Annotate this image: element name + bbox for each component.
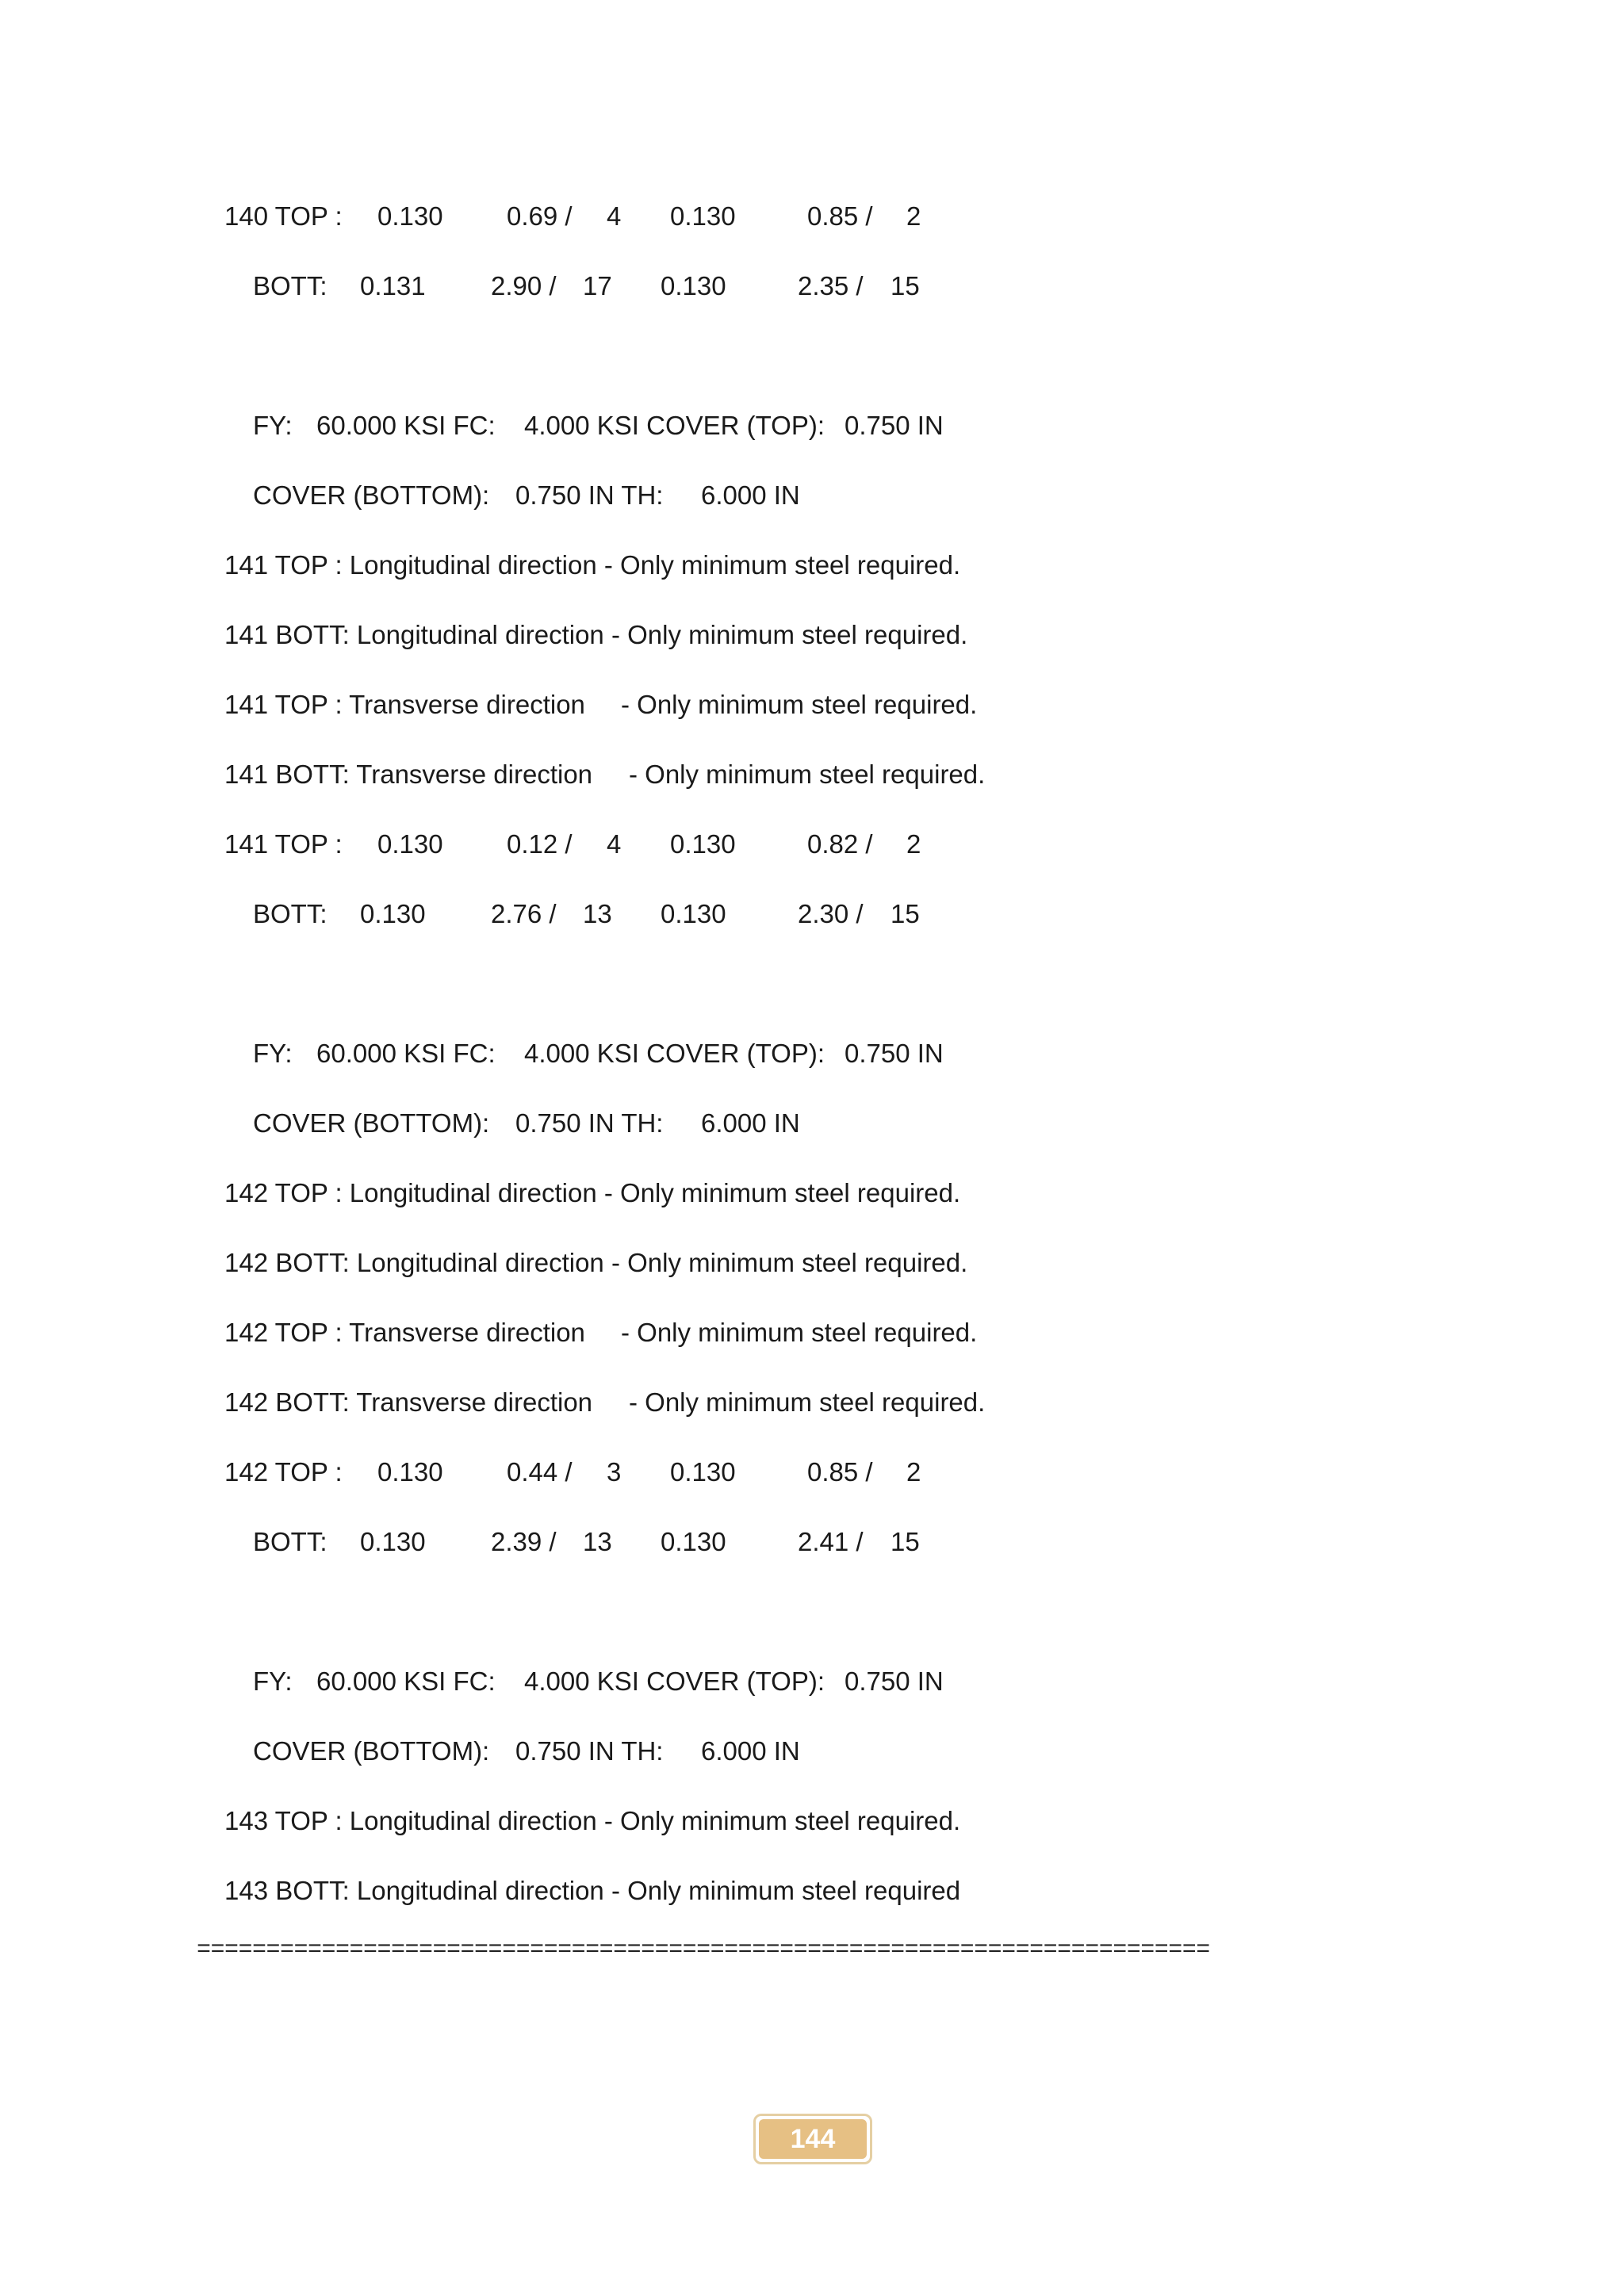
fy-value: 60.000 KSI FC: <box>316 411 496 440</box>
message-part: 142 BOTT: Transverse direction <box>224 1387 593 1417</box>
fy-value: 60.000 KSI FC: <box>316 1667 496 1696</box>
row-value: 0.12 / <box>507 829 573 859</box>
message-line: 143 BOTT: Longitudinal direction - Only minimum steel required <box>224 1876 961 1905</box>
message-part: 141 TOP : Transverse direction <box>224 690 585 719</box>
row-value: 15 <box>891 271 920 300</box>
fc-value: 4.000 KSI COVER (TOP): <box>524 411 825 440</box>
message-line: 141 TOP : Longitudinal direction - Only minimum steel required. <box>224 550 961 580</box>
message-part: - Only minimum steel required. <box>629 1387 986 1417</box>
cover-top-value: 0.750 IN <box>845 1667 944 1696</box>
row-value: 0.130 <box>377 1457 443 1487</box>
separator-rule: ========================================================================= <box>197 1937 1210 1964</box>
message-part: 141 BOTT: Transverse direction <box>224 760 593 789</box>
cover-bottom-label: COVER (BOTTOM): <box>253 1736 490 1766</box>
fy-label: FY: <box>253 1039 293 1068</box>
row-value: 0.130 <box>661 1527 726 1556</box>
row-label: 140 TOP : <box>224 201 343 231</box>
row-value: 0.131 <box>360 271 426 300</box>
row-value: 0.69 / <box>507 201 573 231</box>
cover-bottom-value: 0.750 IN TH: <box>515 1108 664 1138</box>
fy-label: FY: <box>253 411 293 440</box>
row-label: BOTT: <box>253 899 327 928</box>
row-value: 2.30 / <box>798 899 864 928</box>
cover-top-value: 0.750 IN <box>845 411 944 440</box>
page-number-badge <box>753 2114 872 2164</box>
row-value: 0.130 <box>360 1527 426 1556</box>
thickness-value: 6.000 IN <box>701 1736 800 1766</box>
cover-top-value: 0.750 IN <box>845 1039 944 1068</box>
page-number: 144 <box>759 2119 867 2159</box>
row-value: 0.85 / <box>807 1457 873 1487</box>
row-value: 0.130 <box>360 899 426 928</box>
row-value: 2 <box>906 829 921 859</box>
row-value: 0.130 <box>661 271 726 300</box>
row-value: 13 <box>583 1527 612 1556</box>
row-value: 0.130 <box>670 829 736 859</box>
cover-bottom-label: COVER (BOTTOM): <box>253 480 490 510</box>
message-part: - Only minimum steel required. <box>629 760 986 789</box>
row-value: 2 <box>906 1457 921 1487</box>
row-value: 2 <box>906 201 921 231</box>
fy-label: FY: <box>253 1667 293 1696</box>
message-line: 143 TOP : Longitudinal direction - Only minimum steel required. <box>224 1806 961 1835</box>
row-value: 2.41 / <box>798 1527 864 1556</box>
cover-bottom-value: 0.750 IN TH: <box>515 1736 664 1766</box>
row-value: 0.44 / <box>507 1457 573 1487</box>
row-label: 142 TOP : <box>224 1457 343 1487</box>
cover-bottom-label: COVER (BOTTOM): <box>253 1108 490 1138</box>
row-value: 2.35 / <box>798 271 864 300</box>
row-label: 141 TOP : <box>224 829 343 859</box>
row-value: 2.76 / <box>491 899 557 928</box>
message-line: 142 TOP : Longitudinal direction - Only minimum steel required. <box>224 1178 961 1207</box>
message-part: 142 TOP : Transverse direction <box>224 1318 585 1347</box>
row-value: 2.39 / <box>491 1527 557 1556</box>
row-value: 13 <box>583 899 612 928</box>
row-value: 17 <box>583 271 612 300</box>
thickness-value: 6.000 IN <box>701 480 800 510</box>
row-value: 2.90 / <box>491 271 557 300</box>
fy-value: 60.000 KSI FC: <box>316 1039 496 1068</box>
thickness-value: 6.000 IN <box>701 1108 800 1138</box>
row-value: 0.130 <box>377 201 443 231</box>
row-value: 0.130 <box>670 201 736 231</box>
fc-value: 4.000 KSI COVER (TOP): <box>524 1667 825 1696</box>
row-value: 0.130 <box>377 829 443 859</box>
message-part: - Only minimum steel required. <box>621 690 978 719</box>
row-value: 3 <box>607 1457 622 1487</box>
row-value: 0.82 / <box>807 829 873 859</box>
row-value: 4 <box>607 201 622 231</box>
row-value: 15 <box>891 1527 920 1556</box>
row-value: 0.85 / <box>807 201 873 231</box>
row-value: 0.130 <box>670 1457 736 1487</box>
fc-value: 4.000 KSI COVER (TOP): <box>524 1039 825 1068</box>
row-label: BOTT: <box>253 271 327 300</box>
message-line: 141 BOTT: Longitudinal direction - Only minimum steel required. <box>224 620 968 649</box>
cover-bottom-value: 0.750 IN TH: <box>515 480 664 510</box>
message-line: 142 BOTT: Longitudinal direction - Only minimum steel required. <box>224 1248 968 1277</box>
row-value: 15 <box>891 899 920 928</box>
row-value: 4 <box>607 829 622 859</box>
row-label: BOTT: <box>253 1527 327 1556</box>
row-value: 0.130 <box>661 899 726 928</box>
message-part: - Only minimum steel required. <box>621 1318 978 1347</box>
